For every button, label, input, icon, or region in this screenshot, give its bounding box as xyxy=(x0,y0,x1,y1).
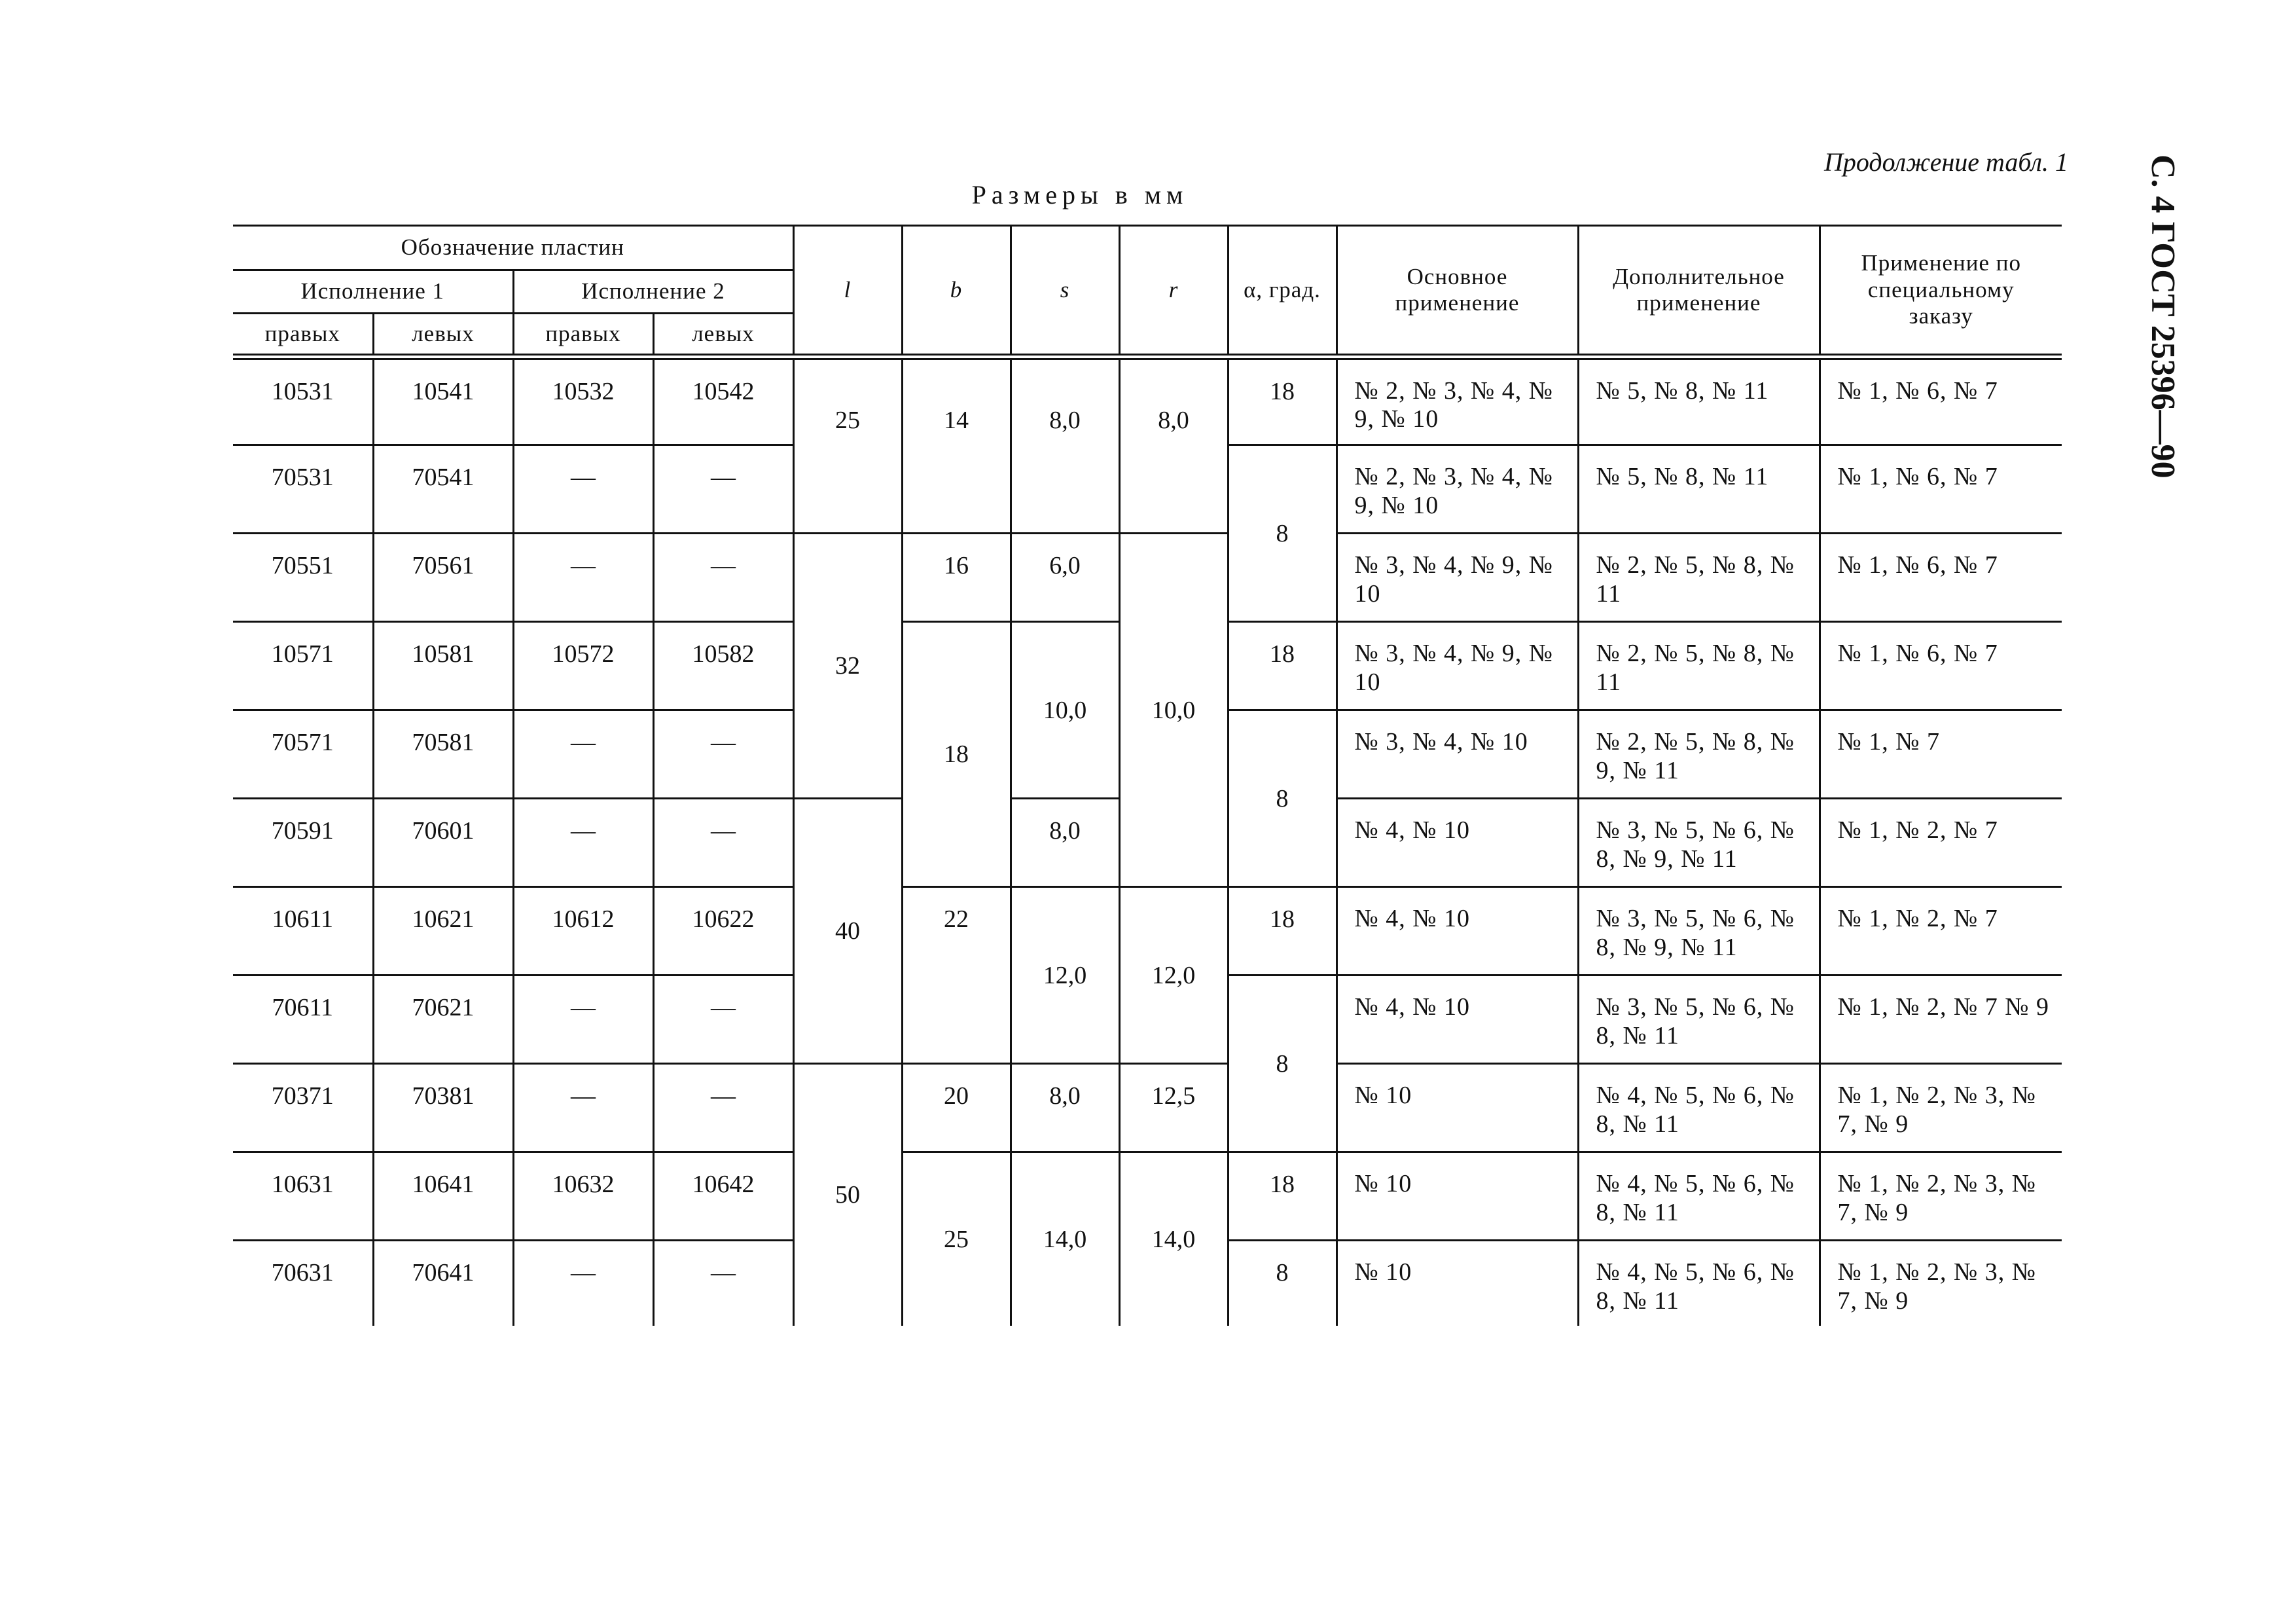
cell-extra-application: № 4, № 5, № 6, № 8, № 11 xyxy=(1578,1152,1820,1241)
header-v2-right: правых xyxy=(513,314,653,357)
cell-v1-right: 10531 xyxy=(233,357,373,445)
cell-v2-left: 10642 xyxy=(653,1152,793,1241)
cell-b: 25 xyxy=(902,1152,1011,1326)
cell-v1-right: 70571 xyxy=(233,710,373,799)
cell-v1-left: 70641 xyxy=(373,1241,513,1326)
header-v1-left: левых xyxy=(373,314,513,357)
cell-special-application: № 1, № 2, № 7 xyxy=(1820,887,2062,976)
cell-extra-application: № 2, № 5, № 8, № 11 xyxy=(1578,534,1820,622)
header-designation: Обозначение пластин xyxy=(233,226,793,270)
cell-v2-left: — xyxy=(653,1064,793,1152)
cell-v2-right: 10632 xyxy=(513,1152,653,1241)
cell-v1-left: 10641 xyxy=(373,1152,513,1241)
cell-v2-left: — xyxy=(653,976,793,1064)
cell-v2-right: — xyxy=(513,976,653,1064)
cell-alpha: 18 xyxy=(1228,357,1336,445)
header-v2-left: левых xyxy=(653,314,793,357)
cell-main-application: № 3, № 4, № 9, № 10 xyxy=(1336,534,1578,622)
cell-l: 40 xyxy=(793,799,902,1064)
cell-extra-application: № 3, № 5, № 6, № 8, № 9, № 11 xyxy=(1578,799,1820,887)
cell-v2-left: — xyxy=(653,799,793,887)
cell-b: 20 xyxy=(902,1064,1011,1152)
cell-main-application: № 10 xyxy=(1336,1064,1578,1152)
cell-main-application: № 4, № 10 xyxy=(1336,887,1578,976)
cell-v2-left: 10582 xyxy=(653,622,793,710)
table-row xyxy=(233,1152,2062,1241)
header-main-application: Основное применение xyxy=(1336,226,1578,357)
cell-alpha: 8 xyxy=(1228,976,1336,1152)
cell-alpha: 8 xyxy=(1228,710,1336,887)
cell-v1-right: 10571 xyxy=(233,622,373,710)
cell-s: 10,0 xyxy=(1011,622,1119,799)
header-alpha: α, град. xyxy=(1228,226,1336,357)
header-extra-application: Дополнительное применение xyxy=(1578,226,1820,357)
cell-r: 10,0 xyxy=(1119,534,1228,887)
header-b: b xyxy=(902,226,1011,357)
header-version-1: Исполнение 1 xyxy=(233,270,513,314)
cell-v2-right: — xyxy=(513,1064,653,1152)
cell-special-application: № 1, № 6, № 7 xyxy=(1820,445,2062,534)
cell-v1-left: 10581 xyxy=(373,622,513,710)
cell-extra-application: № 3, № 5, № 6, № 8, № 11 xyxy=(1578,976,1820,1064)
table-row xyxy=(233,1064,2062,1152)
cell-s: 12,0 xyxy=(1011,887,1119,1064)
table-row xyxy=(233,534,2062,622)
cell-v1-left: 70561 xyxy=(373,534,513,622)
cell-special-application: № 1, № 6, № 7 xyxy=(1820,357,2062,445)
cell-special-application: № 1, № 2, № 3, № 7, № 9 xyxy=(1820,1064,2062,1152)
cell-v1-right: 70591 xyxy=(233,799,373,887)
cell-alpha: 18 xyxy=(1228,1152,1336,1241)
cell-s: 8,0 xyxy=(1011,1064,1119,1152)
cell-v2-right: — xyxy=(513,799,653,887)
cell-main-application: № 3, № 4, № 10 xyxy=(1336,710,1578,799)
cell-v2-left: 10542 xyxy=(653,357,793,445)
cell-v2-left: — xyxy=(653,1241,793,1326)
cell-v1-left: 70381 xyxy=(373,1064,513,1152)
header-s: s xyxy=(1011,226,1119,357)
cell-alpha: 18 xyxy=(1228,887,1336,976)
cell-alpha: 8 xyxy=(1228,1241,1336,1326)
cell-extra-application: № 2, № 5, № 8, № 11 xyxy=(1578,622,1820,710)
cell-main-application: № 3, № 4, № 9, № 10 xyxy=(1336,622,1578,710)
cell-s: 8,0 xyxy=(1011,799,1119,887)
header-special-application: Применение по специальному заказу xyxy=(1820,226,2062,357)
cell-special-application: № 1, № 7 xyxy=(1820,710,2062,799)
cell-main-application: № 10 xyxy=(1336,1152,1578,1241)
cell-s: 14,0 xyxy=(1011,1152,1119,1326)
page-heading: С. 4 ГОСТ 25396—90 xyxy=(2144,155,2181,479)
cell-extra-application: № 3, № 5, № 6, № 8, № 9, № 11 xyxy=(1578,887,1820,976)
cell-v1-left: 70581 xyxy=(373,710,513,799)
cell-v1-left: 70621 xyxy=(373,976,513,1064)
cell-v1-right: 10611 xyxy=(233,887,373,976)
cell-v1-left: 70541 xyxy=(373,445,513,534)
cell-main-application: № 2, № 3, № 4, № 9, № 10 xyxy=(1336,445,1578,534)
cell-main-application: № 10 xyxy=(1336,1241,1578,1326)
cell-v1-left: 10621 xyxy=(373,887,513,976)
cell-v1-left: 10541 xyxy=(373,357,513,445)
cell-v2-left: — xyxy=(653,710,793,799)
cell-v2-right: — xyxy=(513,710,653,799)
cell-l: 50 xyxy=(793,1064,902,1326)
cell-s: 6,0 xyxy=(1011,534,1119,622)
cell-main-application: № 4, № 10 xyxy=(1336,799,1578,887)
cell-alpha: 18 xyxy=(1228,622,1336,710)
header-r: r xyxy=(1119,226,1228,357)
cell-v1-right: 70611 xyxy=(233,976,373,1064)
cell-special-application: № 1, № 2, № 3, № 7, № 9 xyxy=(1820,1241,2062,1326)
cell-special-application: № 1, № 6, № 7 xyxy=(1820,622,2062,710)
cell-r: 8,0 xyxy=(1119,357,1228,534)
continuation-label: Продолжение табл. 1 xyxy=(1823,147,2068,177)
cell-special-application: № 1, № 6, № 7 xyxy=(1820,534,2062,622)
cell-v1-right: 70631 xyxy=(233,1241,373,1326)
cell-r: 12,5 xyxy=(1119,1064,1228,1152)
cell-r: 12,0 xyxy=(1119,887,1228,1064)
cell-extra-application: № 4, № 5, № 6, № 8, № 11 xyxy=(1578,1241,1820,1326)
cell-special-application: № 1, № 2, № 7 xyxy=(1820,799,2062,887)
cell-extra-application: № 5, № 8, № 11 xyxy=(1578,445,1820,534)
cell-l: 32 xyxy=(793,534,902,799)
cell-v2-right: 10612 xyxy=(513,887,653,976)
cell-v1-right: 70531 xyxy=(233,445,373,534)
units-label: Размеры в мм xyxy=(971,180,1189,210)
cell-b: 14 xyxy=(902,357,1011,534)
cell-v2-left: 10622 xyxy=(653,887,793,976)
cell-v2-right: — xyxy=(513,1241,653,1326)
cell-r: 14,0 xyxy=(1119,1152,1228,1326)
header-v1-right: правых xyxy=(233,314,373,357)
cell-extra-application: № 4, № 5, № 6, № 8, № 11 xyxy=(1578,1064,1820,1152)
cell-b: 16 xyxy=(902,534,1011,622)
cell-extra-application: № 2, № 5, № 8, № 9, № 11 xyxy=(1578,710,1820,799)
header-version-2: Исполнение 2 xyxy=(513,270,793,314)
cell-v2-right: 10532 xyxy=(513,357,653,445)
cell-b: 18 xyxy=(902,622,1011,887)
cell-l: 25 xyxy=(793,357,902,534)
cell-v1-right: 70371 xyxy=(233,1064,373,1152)
cell-special-application: № 1, № 2, № 7 № 9 xyxy=(1820,976,2062,1064)
header-l: l xyxy=(793,226,902,357)
cell-b: 22 xyxy=(902,887,1011,1064)
cell-s: 8,0 xyxy=(1011,357,1119,534)
cell-v1-left: 70601 xyxy=(373,799,513,887)
cell-v1-right: 10631 xyxy=(233,1152,373,1241)
cell-alpha: 8 xyxy=(1228,445,1336,622)
cell-v2-right: 10572 xyxy=(513,622,653,710)
cell-v2-left: — xyxy=(653,445,793,534)
dimensions-table xyxy=(233,225,2062,1326)
cell-main-application: № 4, № 10 xyxy=(1336,976,1578,1064)
cell-v2-left: — xyxy=(653,534,793,622)
cell-main-application: № 2, № 3, № 4, № 9, № 10 xyxy=(1336,357,1578,445)
cell-v2-right: — xyxy=(513,445,653,534)
cell-extra-application: № 5, № 8, № 11 xyxy=(1578,357,1820,445)
table-row xyxy=(233,887,2062,976)
cell-v2-right: — xyxy=(513,534,653,622)
cell-v1-right: 70551 xyxy=(233,534,373,622)
table-row xyxy=(233,357,2062,445)
cell-special-application: № 1, № 2, № 3, № 7, № 9 xyxy=(1820,1152,2062,1241)
